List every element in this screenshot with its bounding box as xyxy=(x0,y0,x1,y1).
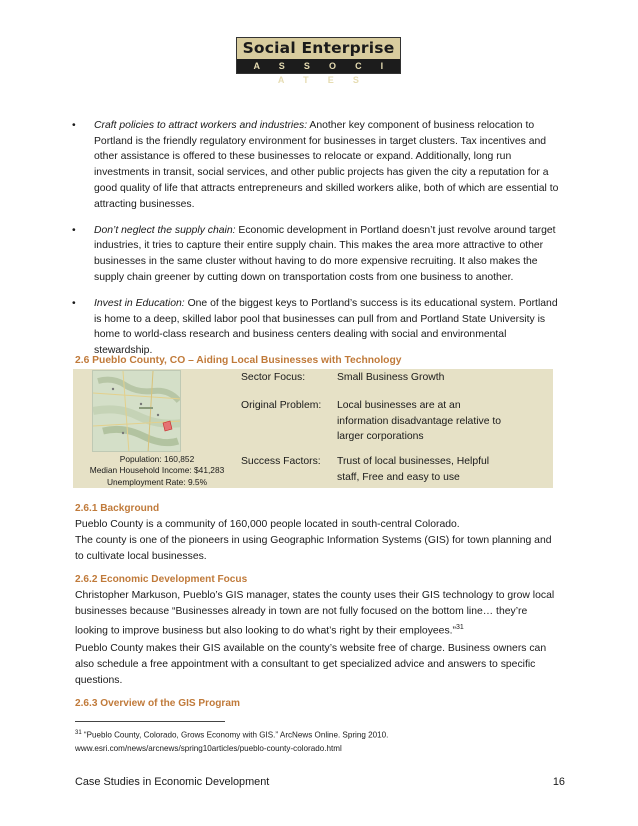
background-heading: 2.6.1 Background xyxy=(75,503,160,514)
bullet-lead: Craft policies to attract workers and industries: xyxy=(94,120,308,131)
fact-key: Sector Focus: xyxy=(241,372,306,383)
focus-text: Christopher Markuson, Pueblo’s GIS manager, states the county uses their GIS technology to grow local businesses because “Businesses already in town are not fully focused on the bottom line… they’re looking to improve business but also looking to do what’s right by their employees.” xyxy=(75,590,555,637)
bullet-icon: • xyxy=(72,224,76,236)
focus-paragraph-1 xyxy=(75,588,563,639)
colorado-map-image xyxy=(92,370,181,452)
page-number: 16 xyxy=(552,776,565,788)
footnote-divider xyxy=(75,721,225,722)
focus-heading: 2.6.2 Economic Development Focus xyxy=(75,574,248,585)
overview-heading: 2.6.3 Overview of the GIS Program xyxy=(75,698,240,709)
bullet-lead: Invest in Education: xyxy=(94,298,185,310)
footnote-citation xyxy=(75,727,535,742)
bullet-item xyxy=(72,223,562,286)
section-heading: 2.6 Pueblo County, CO – Aiding Local Businesses with Technology xyxy=(75,355,402,366)
map-illustration xyxy=(93,371,181,452)
income-stat: Median Household Income: $41,283 xyxy=(89,465,225,476)
bullet-icon: • xyxy=(72,298,76,310)
bullet-body: One of the biggest keys to Portland’s success is its educational system. Portland is home to a deep, skilled labor pool that businesses can pull from and Portland State University is home to world-class research and business centers dealing with social and environmental stewardship. xyxy=(94,298,558,357)
bullet-icon: • xyxy=(72,120,76,131)
footnote xyxy=(75,727,535,755)
background-text xyxy=(75,517,563,564)
facts-box xyxy=(73,369,553,488)
bullet-body: Another key component of business relocation to Portland is the friendly regulatory environment for businesses in target clusters. Tax incentives and other assistance is offered to these businesses to relocate or expand. Additionally, long run investments in transit, social services, and other public projects has given the city a reputation for a good quality of life that attracts entrepreneurs and skilled workers alike, both of which are essential to attracting businesses. xyxy=(94,120,559,210)
footer-title: Case Studies in Economic Development xyxy=(75,776,270,788)
bullet-item xyxy=(72,296,562,359)
background-paragraph-1: Pueblo County is a community of 160,000 people located in south-central Colorado. xyxy=(75,519,460,530)
footnote-ref[interactable]: 31 xyxy=(456,623,464,631)
focus-paragraph-2: Pueblo County makes their GIS available on the county’s website free of charge. Business owners can also schedule a free appointment with a consultant to get specialized advice and answers to specific questions. xyxy=(75,643,547,686)
fact-key: Success Factors: xyxy=(241,456,321,467)
background-paragraph-2: The county is one of the pioneers in using Geographic Information Systems (GIS) for town planning and to cultivate local businesses. xyxy=(75,534,552,562)
page-footer xyxy=(75,776,565,788)
logo-subtitle: A S S O C I A T E S xyxy=(237,59,400,73)
county-stats xyxy=(73,454,241,488)
fact-value: Trust of local businesses, Helpful staff, Free and easy to use xyxy=(337,456,490,483)
fact-key: Original Problem: xyxy=(241,400,322,411)
bullet-item xyxy=(72,118,562,212)
bullet-body: Economic development in Portland doesn’t just revolve around target industries, it tries to capture their entire supply chain. This makes the area more attractive to other businesses in the same cluster without having to do more expensive recruiting. It also makes the supply chain greener by cutting down on transportation costs from one business to another. xyxy=(94,224,556,283)
company-logo xyxy=(236,37,401,85)
fact-value: Local businesses are at an information disadvantage relative to larger corporations xyxy=(337,400,502,443)
footnote-number: 31 xyxy=(75,730,82,736)
fact-value: Small Business Growth xyxy=(337,372,445,383)
unemployment-stat: Unemployment Rate: 9.5% xyxy=(106,476,208,487)
population-stat: Population: 160,852 xyxy=(119,454,195,464)
logo-title: Social Enterprise xyxy=(242,39,395,57)
footnote-url[interactable]: www.esri.com/news/arcnews/spring10articles/pueblo-county-colorado.html xyxy=(75,743,342,753)
bullet-list xyxy=(72,118,562,369)
bullet-lead: Don’t neglect the supply chain: xyxy=(94,224,236,236)
footnote-text: “Pueblo County, Colorado, Grows Economy with GIS.” ArcNews Online. Spring 2010. xyxy=(81,730,389,740)
